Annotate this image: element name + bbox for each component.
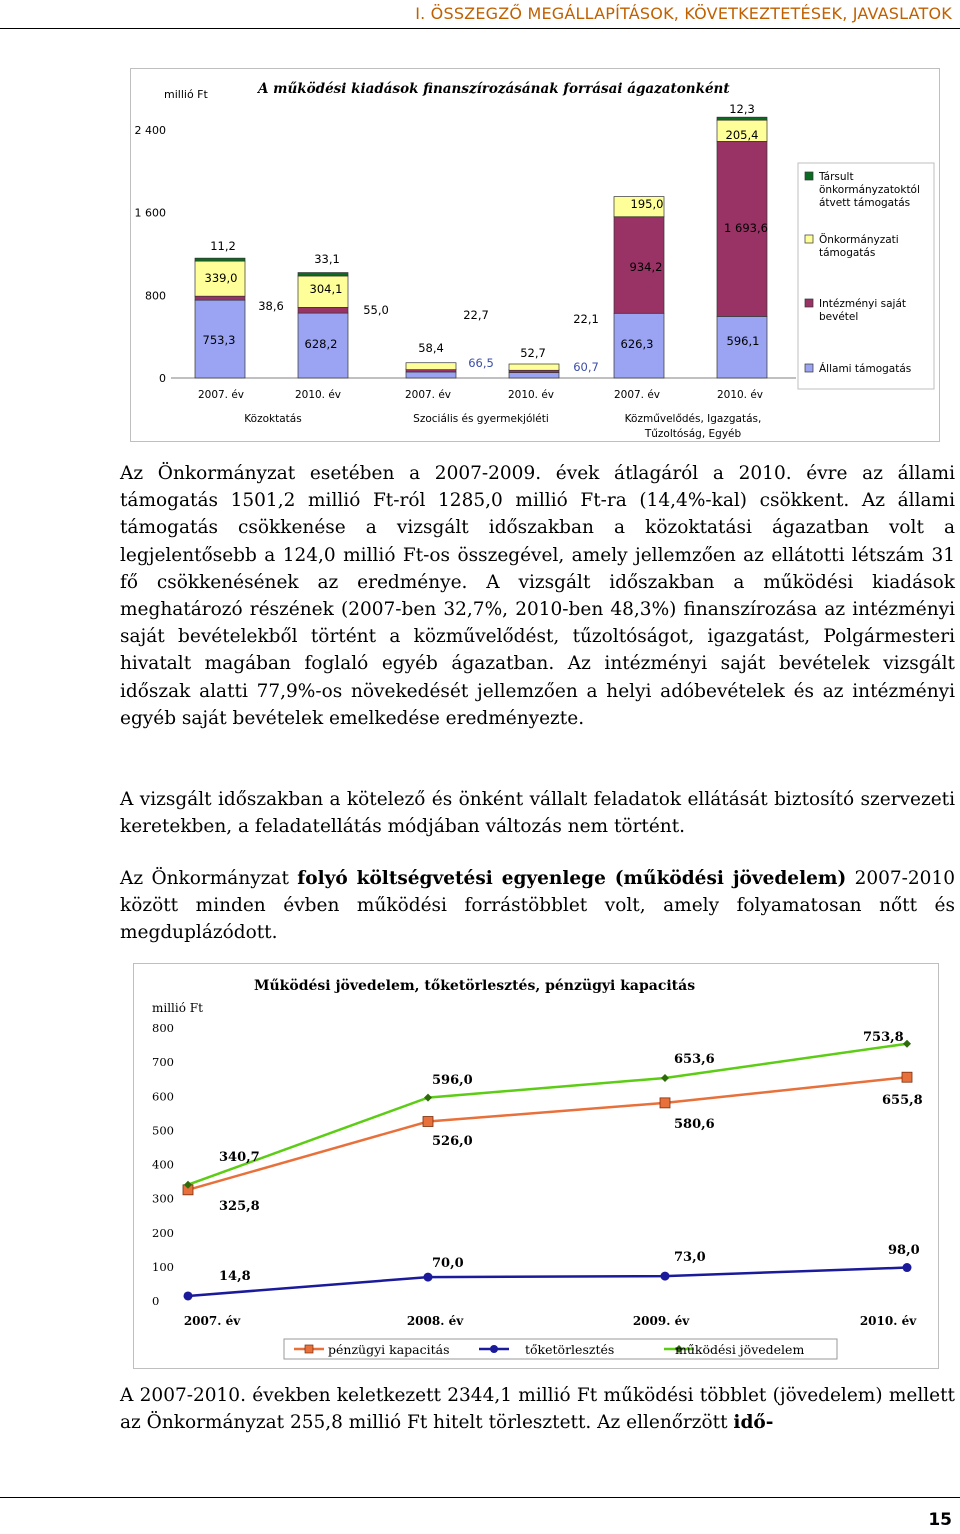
operating-balance-term: folyó költségvetési egyenlege (működési jövedelem) [297,868,847,889]
paragraph-operating-balance: Az Önkormányzat folyó költségvetési egyenlege (működési jövedelem) 2007-2010 között minden évben működési forrástöbblet volt, amely folyamatosan nőtt és megduplázódott. [120,868,955,944]
chart1-bar-segment [406,363,456,370]
chart1-x-labels [198,389,763,401]
chart1-legend-label: Intézményi saját bevétel [819,298,907,323]
chart1-legend-swatch [805,172,813,180]
chart2-value-label: 73,0 [674,1250,706,1265]
chart1-legend-label: Állami támogatás [819,363,912,375]
chart1-value-label: 33,1 [314,252,340,266]
chart2-legend-label: működési jövedelem [675,1342,805,1357]
chart1-value-label: 58,4 [418,341,444,355]
chart2-marker [661,1074,669,1082]
chart1-bar-segment [195,296,245,300]
chart1-value-label: 596,1 [726,334,760,348]
chart2-series-line [188,1077,907,1190]
chart1-title: A működési kiadások finanszírozásának forrásai ágazatonként [258,81,730,97]
chart1-bar-segment [406,372,456,378]
chart1-value-label: 38,6 [258,299,284,313]
chart1-group-label: Szociális és gyermekjóléti [413,413,549,425]
paragraph-organization: A vizsgált időszakban a kötelező és önként vállalt feladatok ellátását biztosító szervezeti keretekben, a feladatellátás módjában változás nem történt. [120,789,955,838]
chart2-legend-label: pénzügyi kapacitás [328,1342,450,1357]
chart2-legend-label: tőketörlesztés [525,1342,615,1357]
chart1-value-label: 1 693,6 [724,221,768,235]
chart1-group-label: Közművelődés, Igazgatás, [624,413,762,425]
chart1-legend-label: Önkormányzati támogatás [819,234,899,259]
chart2-value-label: 325,8 [219,1199,260,1214]
chart1-y-tick: 800 [145,289,166,303]
chart2-series-line [188,1044,907,1185]
chart1-value-label: 11,2 [210,239,236,253]
chart1-value-label: 66,5 [468,356,494,370]
chart2-y-tick: 300 [152,1191,174,1206]
header-rule [0,28,960,29]
chart1-value-label: 52,7 [520,346,546,360]
chart2-x-label: 2010. év [859,1314,917,1328]
chart2-value-label: 596,0 [432,1073,473,1088]
chart2-y-tick: 0 [152,1294,160,1308]
header-title: I. ÖSSZEGZŐ MEGÁLLAPÍTÁSOK, KÖVETKEZTETÉSEK, JAVASLATOK [415,4,952,23]
chart1-legend-label: Társult önkormányzatoktól átvett támogatás [819,171,920,209]
chart1-group-label: Tűzoltóság, Egyéb [644,428,742,440]
chart1-group-label: Közoktatás [244,413,302,425]
chart2-marker [903,1263,912,1272]
chart1-value-label: 934,2 [629,260,663,274]
chart1-value-label: 55,0 [363,303,389,317]
chart2-marker [184,1291,193,1300]
chart1-value-label: 626,3 [620,337,654,351]
chart1-value-label: 628,2 [304,337,338,351]
chart1-y-tick: 0 [159,372,166,385]
chart2-value-label: 70,0 [432,1256,464,1271]
funding-sources-chart [130,68,940,442]
chart2-y-ticks [152,1021,174,1308]
footer-rule [0,1497,960,1498]
chart1-x-label: 2010. év [294,389,342,401]
chart2-value-label: 340,7 [219,1150,260,1165]
chart2-marker [423,1117,433,1127]
chart1-value-labels [203,102,768,374]
chart1-y-tick: 1 600 [134,206,166,220]
chart2-lines [183,1040,912,1301]
chart1-unit: millió Ft [164,88,208,101]
operating-income-svg [134,964,940,1370]
chart1-bar-segment [717,117,767,120]
chart2-legend [294,1342,804,1357]
chart2-title: Működési jövedelem, tőketörlesztés, pénzügyi kapacitás [254,978,696,994]
chart2-marker [424,1094,432,1102]
chart1-x-label: 2010. év [716,389,764,401]
chart1-bar-segment [509,364,559,370]
chart2-x-label: 2007. év [183,1314,241,1328]
chart2-y-tick: 400 [152,1157,174,1172]
chart2-marker [660,1098,670,1108]
page-number: 15 [928,1510,952,1530]
chart1-value-label: 195,0 [630,197,664,211]
chart2-value-label: 98,0 [888,1243,920,1258]
chart1-bars [195,117,767,378]
chart1-y-tick: 2 400 [134,124,166,137]
paragraph-state-support: Az Önkormányzat esetében a 2007-2009. évek átlagáról a 2010. évre az állami támogatás 1501,2 millió Ft-ról 1285,0 millió Ft-ra (14,4%-kal) csökkent. Az állami támogatás csökkenése a vizsgált időszakban a közoktatási ágazatban volt a legjelentősebb a 124,0 millió Ft-os összegével, amely jellemzően az ellátotti létszám 31 fő csökkenésének az eredménye. A vizsgált időszakban a működési kiadások meghatározó részének (2007-ben 32,7%, 2010-ben 48,3%) finanszírozása az intézményi saját bevételekből történt a közművelődést, tűzoltóságot, igazgatást, Polgármesteri hivatalt magában foglaló egyéb ágazatban. Az intézményi saját bevételek vizsgált időszak alatti 77,9%-os növekedését jellemzően a helyi adóbevételek és az intézményi egyéb saját bevételek emelkedése eredményezte. [120,463,955,729]
chart1-value-label: 12,3 [729,102,755,116]
chart1-bar-segment [509,373,559,378]
chart2-legend-marker [305,1345,313,1353]
chart1-value-label: 22,1 [573,312,599,326]
chart2-legend-marker [490,1345,498,1353]
chart1-x-label: 2010. év [507,389,555,401]
chart1-value-label: 60,7 [573,360,599,374]
chart2-value-label: 14,8 [219,1269,251,1284]
paragraph-surplus: A 2007-2010. években keletkezett 2344,1 millió Ft működési többlet (jövedelem) mellett az Önkormányzat 255,8 millió Ft hitelt törlesztett. Az ellenőrzött idő- [120,1385,955,1434]
chart2-y-tick: 700 [152,1055,174,1070]
chart1-group-labels [244,413,761,440]
chart1-x-label: 2007. év [404,389,452,401]
chart1-x-label: 2007. év [197,389,245,401]
chart1-legend-swatch [805,235,813,243]
chart1-bar-segment [298,307,348,313]
chart2-marker [661,1272,670,1281]
chart1-value-label: 205,4 [725,128,759,142]
chart1-legend-swatch [805,364,813,372]
chart1-bar-segment [298,273,348,276]
chart1-bar-segment [195,258,245,261]
chart2-x-label: 2009. év [632,1314,690,1328]
chart2-value-label: 655,8 [882,1093,923,1108]
chart1-value-label: 22,7 [463,308,489,322]
chart2-y-tick: 800 [152,1021,174,1035]
chart1-value-label: 753,3 [202,333,236,347]
chart2-y-tick: 500 [152,1123,174,1138]
chart2-y-tick: 200 [152,1225,174,1240]
chart2-y-tick: 100 [152,1259,174,1274]
chart2-value-label: 526,0 [432,1134,473,1149]
chart2-value-label: 653,6 [674,1052,715,1067]
chart2-y-tick: 600 [152,1089,174,1104]
chart2-x-labels [184,1314,917,1328]
chart2-marker [902,1072,912,1082]
chart2-marker [903,1040,911,1048]
chart2-unit: millió Ft [152,1001,203,1015]
chart2-value-label: 580,6 [674,1117,715,1132]
chart1-x-label: 2007. év [613,389,661,401]
operating-income-chart [133,963,939,1369]
chart1-value-label: 304,1 [309,282,343,296]
chart2-series-line [188,1268,907,1296]
chart2-value-label: 753,8 [863,1030,904,1045]
chart1-legend-swatch [805,299,813,307]
chart2-x-label: 2008. év [406,1314,464,1328]
page-header [0,0,960,28]
chart1-value-label: 339,0 [204,271,238,285]
funding-sources-svg [131,69,941,443]
chart2-marker [424,1273,433,1282]
chart2-value-labels [219,1030,923,1284]
